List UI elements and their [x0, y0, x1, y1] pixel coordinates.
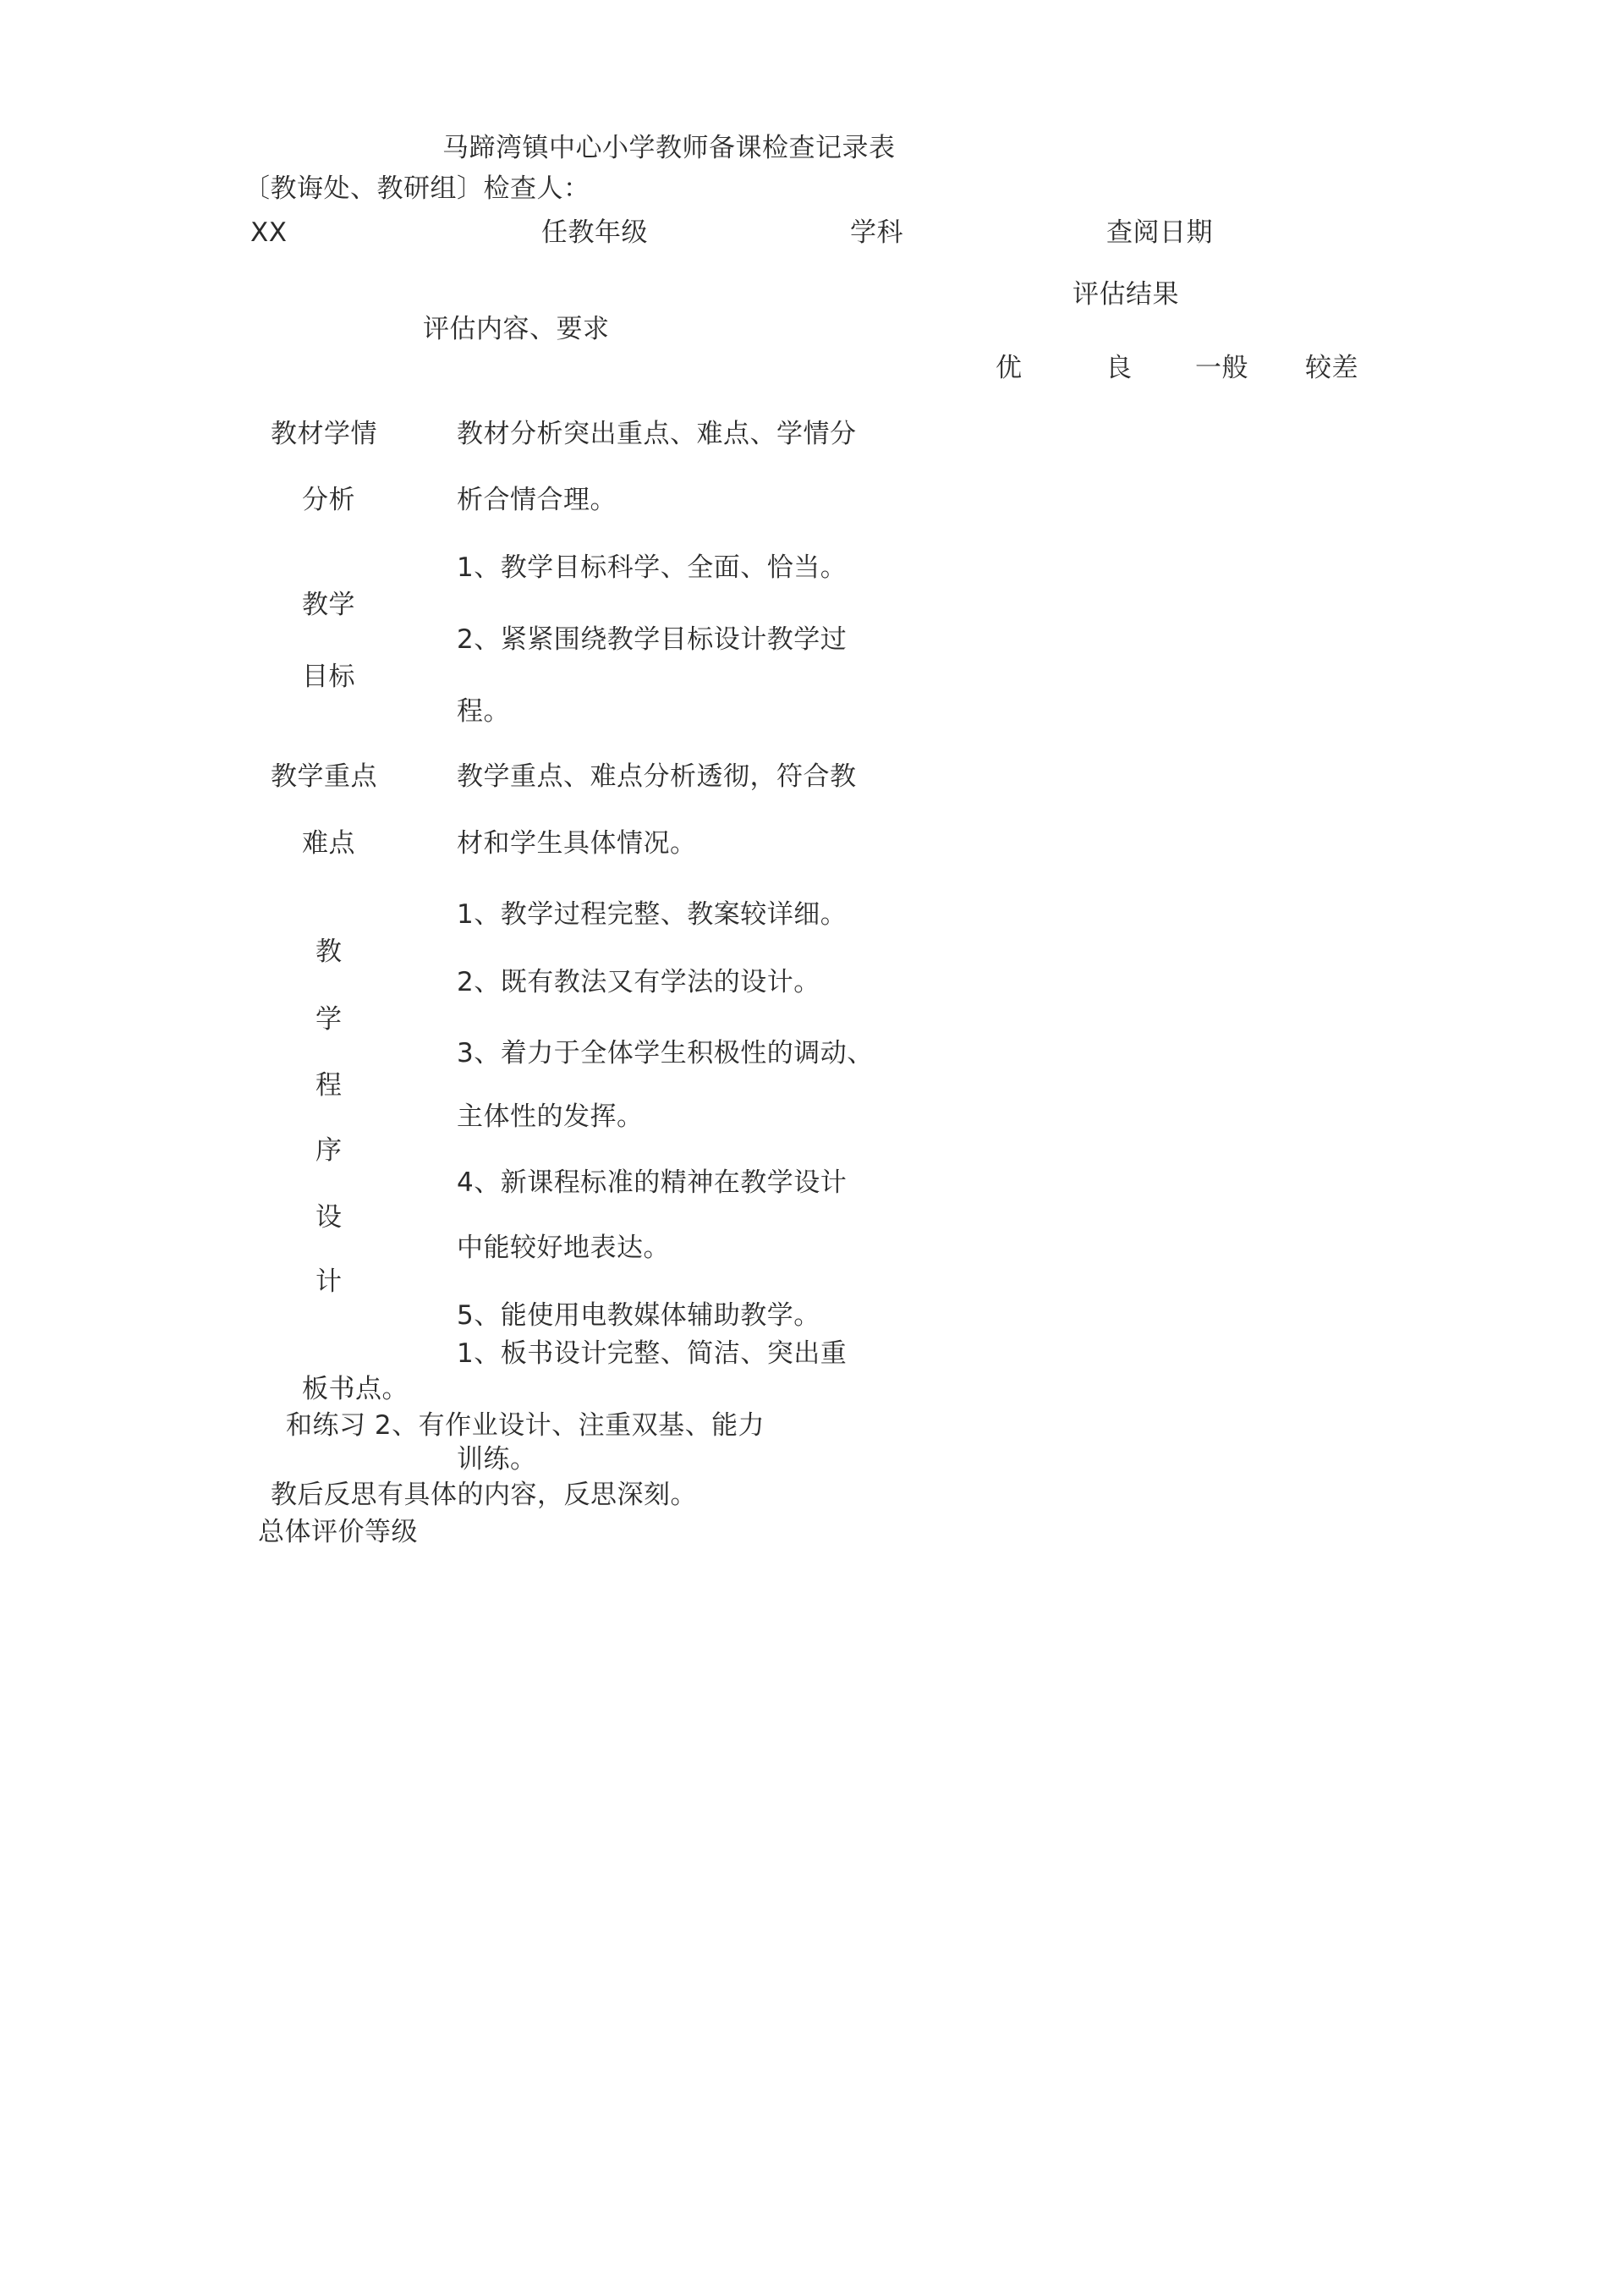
- row-requirement-text: 教材分析突出重点、难点、学情分: [457, 419, 857, 449]
- row-category-practice: 和练习 2、有作业设计、注重双基、能力: [286, 1410, 765, 1441]
- row-category-textbook-analysis: 教材学情: [271, 419, 377, 449]
- row-category-procedure-design: 设: [315, 1202, 343, 1233]
- row-requirement-text: 中能较好地表达。: [457, 1233, 670, 1263]
- teacher-name-field: XX: [250, 217, 288, 248]
- grade-poor-header: 较差: [1305, 353, 1358, 383]
- row-requirement-text: 1、教学目标科学、全面、恰当。: [457, 552, 848, 583]
- row-category-teaching-goals: 目标: [302, 662, 355, 692]
- subject-field-label: 学科: [850, 217, 903, 248]
- grade-average-header: 一般: [1195, 353, 1248, 383]
- inspector-label: 〔教诲处、教研组〕检查人：: [244, 173, 590, 204]
- row-requirement-text: 4、新课程标准的精神在教学设计: [457, 1167, 848, 1198]
- overall-rating-label: 总体评价等级: [258, 1517, 418, 1547]
- row-requirement-text: 析合情合理。: [457, 485, 617, 515]
- row-category-key-points: 难点: [302, 828, 355, 859]
- review-date-label: 查阅日期: [1106, 217, 1213, 248]
- row-category-key-points: 教学重点: [271, 761, 377, 792]
- row-category-procedure-design: 计: [315, 1266, 343, 1297]
- row-reflection-text: 教后反思有具体的内容，反思深刻。: [271, 1480, 697, 1510]
- grade-excellent-header: 优: [996, 353, 1023, 383]
- row-category-procedure-design: 序: [315, 1135, 343, 1166]
- row-category-board-design: 板书点。: [302, 1374, 409, 1404]
- grade-field-label: 任教年级: [541, 217, 648, 248]
- row-requirement-text: 教学重点、难点分析透彻，符合教: [457, 761, 857, 792]
- row-category-textbook-analysis: 分析: [302, 485, 355, 515]
- row-requirement-text: 1、教学过程完整、教案较详细。: [457, 899, 848, 930]
- row-category-teaching-goals: 教学: [302, 590, 355, 620]
- row-requirement-text: 2、紧紧围绕教学目标设计教学过: [457, 624, 848, 655]
- row-requirement-text: 程。: [457, 696, 510, 727]
- row-category-procedure-design: 学: [315, 1004, 343, 1035]
- row-requirement-text: 主体性的发挥。: [457, 1101, 644, 1132]
- document-title: 马蹄湾镇中心小学教师备课检查记录表: [442, 133, 896, 163]
- row-requirement-text: 1、板书设计完整、简洁、突出重: [457, 1338, 848, 1369]
- row-requirement-text: 材和学生具体情况。: [457, 828, 697, 859]
- row-requirement-text: 5、能使用电教媒体辅助教学。: [457, 1300, 820, 1331]
- row-requirement-text: 训练。: [457, 1444, 537, 1475]
- row-category-procedure-design: 程: [315, 1070, 343, 1101]
- grade-good-header: 良: [1106, 353, 1133, 383]
- row-requirement-text: 2、既有教法又有学法的设计。: [457, 967, 820, 997]
- row-requirement-text: 3、着力于全体学生积极性的调动、: [457, 1038, 874, 1068]
- evaluation-content-header: 评估内容、要求: [423, 314, 610, 344]
- evaluation-result-header: 评估结果: [1073, 279, 1179, 310]
- row-category-procedure-design: 教: [315, 937, 343, 967]
